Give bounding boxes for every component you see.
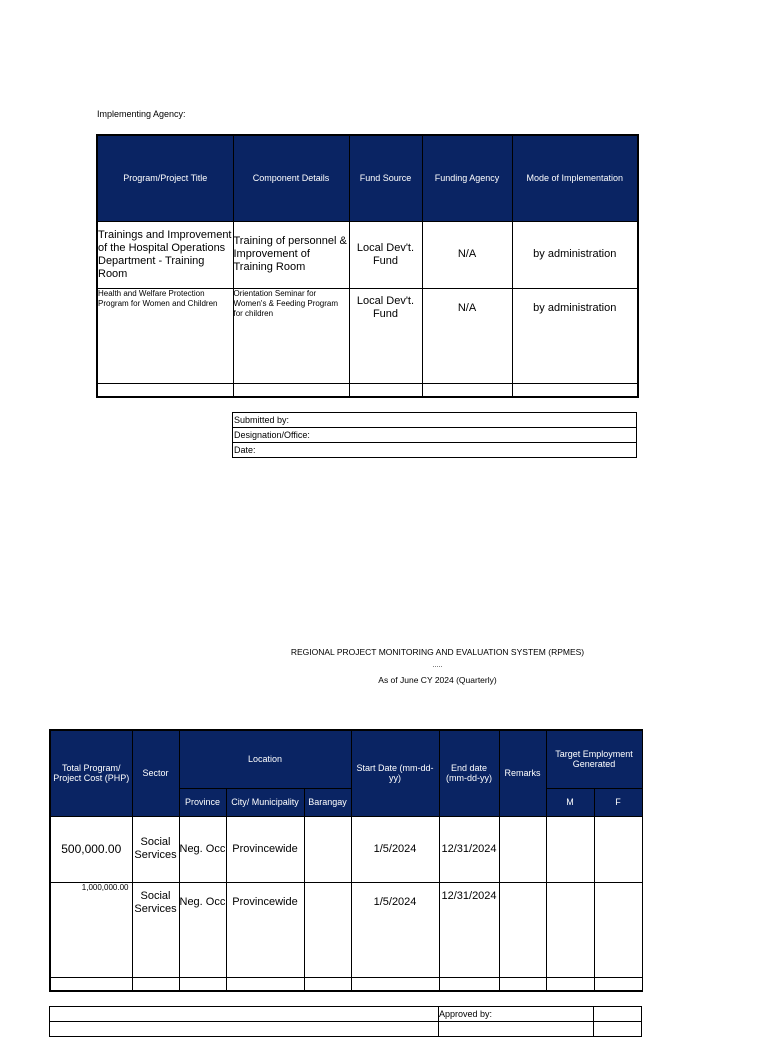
header-end-date: End date (mm-dd-yy) [439, 730, 499, 816]
fund-source: Local Dev't. Fund [349, 288, 422, 383]
header-province: Province [179, 788, 226, 816]
header-location: Location [179, 730, 351, 788]
end-date: 12/31/2024 [439, 816, 499, 882]
table-row [97, 288, 638, 383]
report-title: REGIONAL PROJECT MONITORING AND EVALUATION SYSTEM (RPMES) [290, 647, 585, 657]
signoff-table [232, 412, 637, 458]
sector: Social Services [132, 816, 179, 882]
header-f: F [594, 788, 642, 816]
table-row [50, 816, 642, 882]
end-date: 12/31/2024 [439, 882, 499, 977]
table-row [50, 882, 642, 977]
component-details: Orientation Seminar for Women's & Feeding Program for children [233, 288, 349, 383]
project-title: Health and Welfare Protection Program for Women and Children [97, 288, 233, 383]
implementing-agency-label: Implementing Agency: [97, 109, 186, 119]
header-funding-agency: Funding Agency [422, 135, 512, 221]
mode-of-implementation: by administration [512, 221, 638, 288]
program-table [96, 134, 639, 398]
header-sector: Sector [132, 730, 179, 816]
funding-agency: N/A [422, 221, 512, 288]
approval-table [49, 1006, 642, 1037]
component-details: Training of personnel & Improvement of Training Room [233, 221, 349, 288]
rpmes-table [49, 729, 643, 992]
header-component-details: Component Details [233, 135, 349, 221]
table-row-empty [50, 977, 642, 991]
employment-m [546, 882, 594, 977]
header-total-cost: Total Program/ Project Cost (PHP) [50, 730, 132, 816]
table-row-empty [97, 383, 638, 397]
header-target-employment: Target Employment Generated [546, 730, 642, 788]
total-cost: 500,000.00 [50, 816, 132, 882]
employment-m [546, 816, 594, 882]
header-m: M [546, 788, 594, 816]
employment-f [594, 882, 642, 977]
date-label: Date: [233, 443, 637, 458]
barangay [304, 882, 351, 977]
header-fund-source: Fund Source [349, 135, 422, 221]
remarks [499, 882, 546, 977]
report-as-of: As of June CY 2024 (Quarterly) [378, 675, 497, 685]
mode-of-implementation: by administration [512, 288, 638, 383]
employment-f [594, 816, 642, 882]
approved-by-label: Approved by: [439, 1007, 594, 1022]
start-date: 1/5/2024 [351, 882, 439, 977]
header-mode-of-implementation: Mode of Implementation [512, 135, 638, 221]
header-remarks: Remarks [499, 730, 546, 816]
province: Neg. Occ [179, 882, 226, 977]
funding-agency: N/A [422, 288, 512, 383]
header-program-title: Program/Project Title [97, 135, 233, 221]
designation-label: Designation/Office: [233, 428, 637, 443]
province: Neg. Occ [179, 816, 226, 882]
total-cost: 1,000,000.00 [50, 882, 132, 977]
project-title: Trainings and Improvement of the Hospital Operations Department - Training Room [97, 221, 233, 288]
remarks [499, 816, 546, 882]
table-row [97, 221, 638, 288]
barangay [304, 816, 351, 882]
report-dots: ..... [432, 662, 443, 669]
header-barangay: Barangay [304, 788, 351, 816]
fund-source: Local Dev't. Fund [349, 221, 422, 288]
submitted-by-label: Submitted by: [233, 413, 637, 428]
city: Provincewide [226, 882, 304, 977]
header-city: City/ Municipality [226, 788, 304, 816]
start-date: 1/5/2024 [351, 816, 439, 882]
sector: Social Services [132, 882, 179, 977]
header-start-date: Start Date (mm-dd-yy) [351, 730, 439, 816]
city: Provincewide [226, 816, 304, 882]
